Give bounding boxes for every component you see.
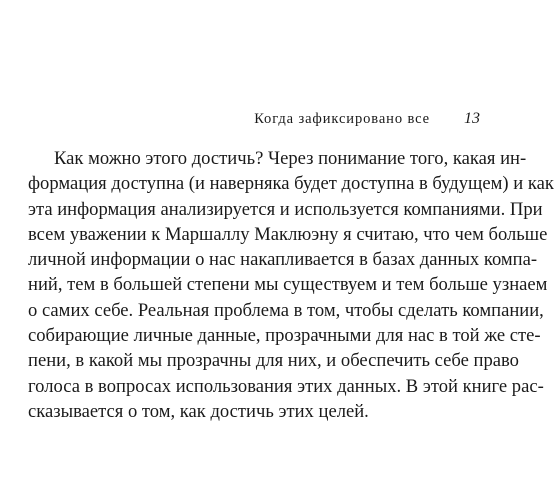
paragraph-line: всем уважении к Маршаллу Маклюэну я считаю, что чем больше xyxy=(28,223,548,245)
running-head xyxy=(30,110,480,128)
paragraph-line: пени, в какой мы прозрачны для них, и обеспечить себе право xyxy=(28,350,519,372)
paragraph-line: собирающие личные данные, прозрачными для нас в той же сте- xyxy=(28,325,541,347)
body-paragraph xyxy=(28,146,554,424)
paragraph-line: голоса в вопросах использования этих данных. В этой книге рас- xyxy=(28,375,544,397)
running-title: Когда зафиксировано все xyxy=(254,111,430,127)
paragraph-line: эта информация анализируется и используется компаниями. При xyxy=(28,198,543,220)
page-number: 13 xyxy=(464,110,480,127)
paragraph-line: о самих себе. Реальная проблема в том, чтобы сделать компании, xyxy=(28,299,544,321)
paragraph-line: ний, тем в большей степени мы существуем и тем больше узнаем xyxy=(28,274,548,296)
paragraph-line: сказывается о том, как достичь этих целей. xyxy=(28,400,369,422)
paragraph-line: формация доступна (и наверняка будет доступна в будущем) и как xyxy=(28,173,554,195)
paragraph-line: Как можно этого достичь? Через понимание того, какая ин- xyxy=(54,148,527,169)
paragraph-line: личной информации о нас накапливается в базах данных компа- xyxy=(28,249,538,271)
